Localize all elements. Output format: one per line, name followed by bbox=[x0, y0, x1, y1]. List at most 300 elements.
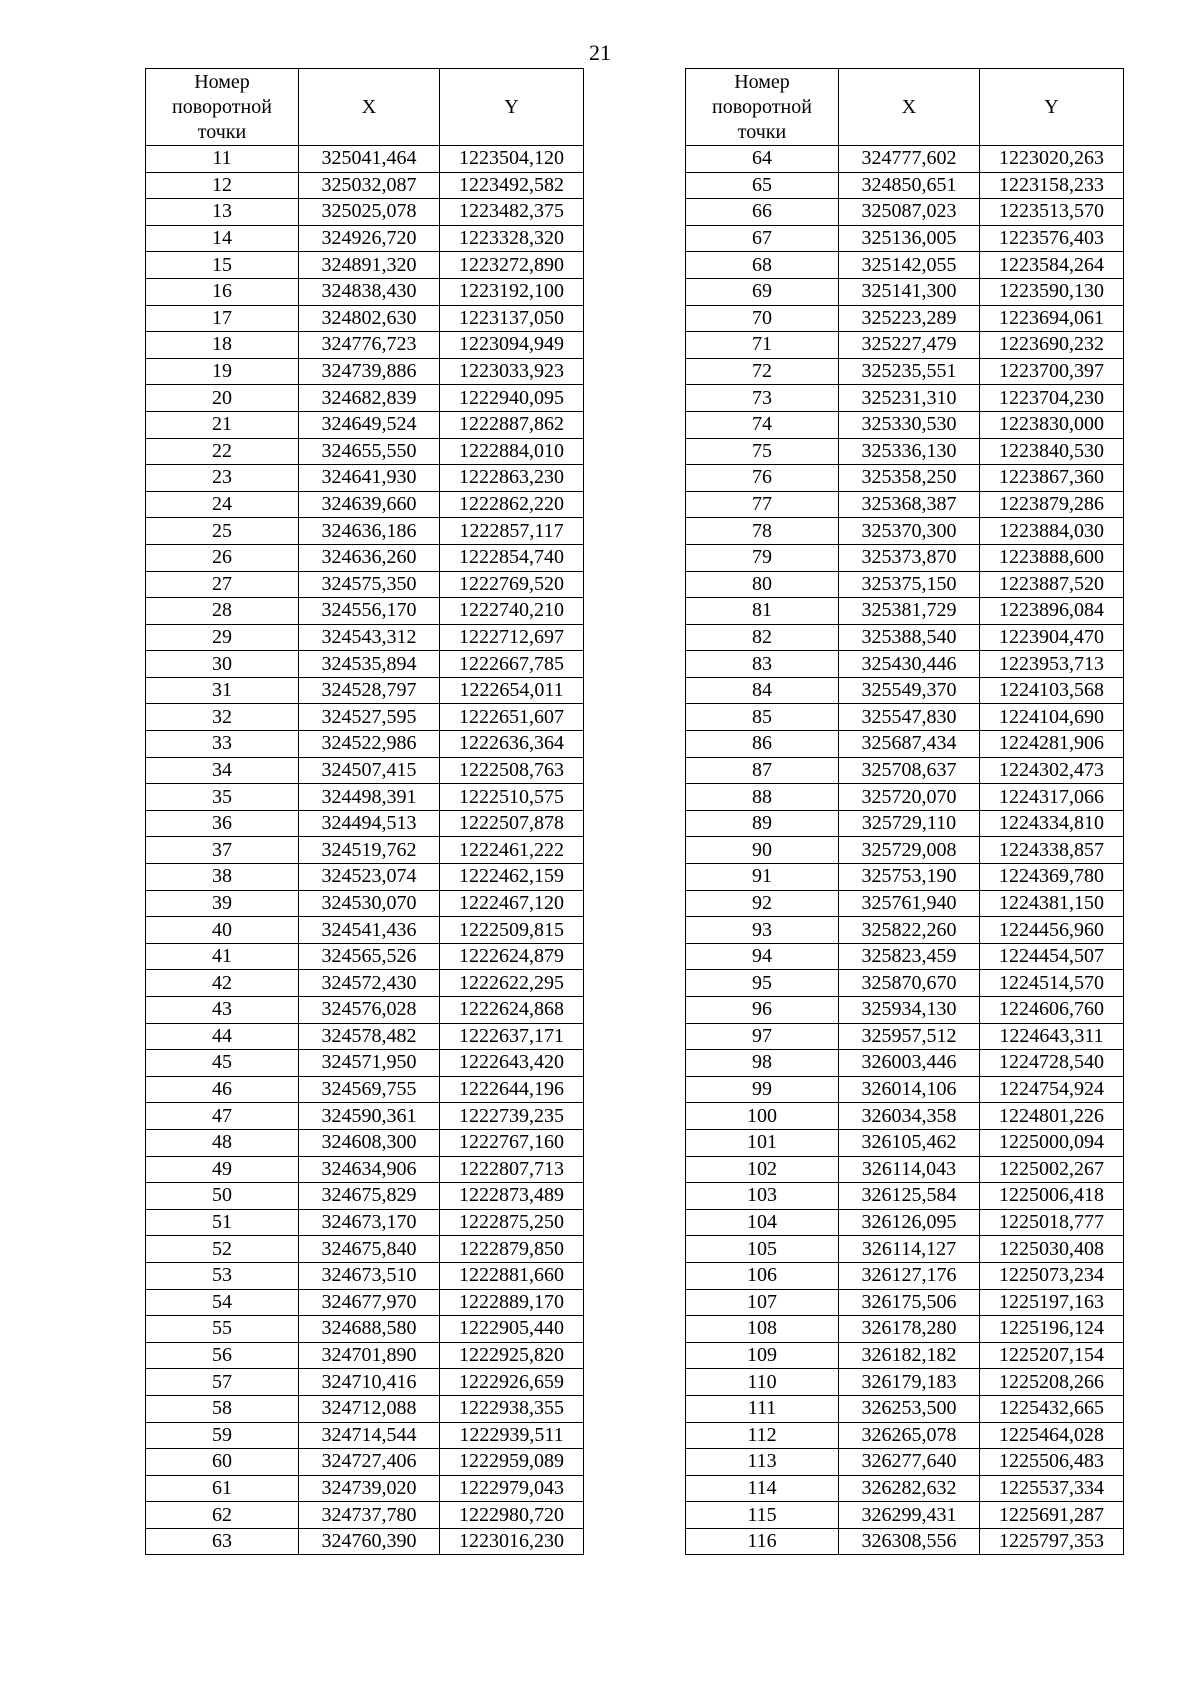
cell-x: 325231,310 bbox=[839, 385, 980, 412]
table-row bbox=[146, 704, 584, 731]
cell-point-number: 98 bbox=[686, 1050, 839, 1077]
cell-y: 1223513,570 bbox=[980, 199, 1124, 226]
cell-y: 1225197,163 bbox=[980, 1289, 1124, 1316]
cell-x: 324556,170 bbox=[299, 598, 440, 625]
cell-y: 1222884,010 bbox=[440, 438, 584, 465]
cell-x: 326308,556 bbox=[839, 1528, 980, 1555]
cell-y: 1223033,923 bbox=[440, 358, 584, 385]
cell-y: 1223158,233 bbox=[980, 172, 1124, 199]
cell-y: 1222507,878 bbox=[440, 810, 584, 837]
cell-x: 324776,723 bbox=[299, 332, 440, 359]
cell-point-number: 12 bbox=[146, 172, 299, 199]
table-row bbox=[146, 624, 584, 651]
cell-y: 1224514,570 bbox=[980, 970, 1124, 997]
cell-x: 325141,300 bbox=[839, 278, 980, 305]
cell-point-number: 39 bbox=[146, 890, 299, 917]
table-row bbox=[686, 677, 1124, 704]
cell-point-number: 65 bbox=[686, 172, 839, 199]
cell-x: 326299,431 bbox=[839, 1502, 980, 1529]
cell-x: 324739,020 bbox=[299, 1475, 440, 1502]
cell-x: 325822,260 bbox=[839, 917, 980, 944]
table-row bbox=[146, 1395, 584, 1422]
cell-x: 324682,839 bbox=[299, 385, 440, 412]
header-point-number: Номер поворотной точки bbox=[686, 69, 839, 146]
cell-y: 1222926,659 bbox=[440, 1369, 584, 1396]
cell-x: 325430,446 bbox=[839, 651, 980, 678]
cell-x: 324760,390 bbox=[299, 1528, 440, 1555]
cell-x: 325708,637 bbox=[839, 757, 980, 784]
table-row bbox=[146, 1422, 584, 1449]
cell-y: 1222857,117 bbox=[440, 518, 584, 545]
cell-point-number: 59 bbox=[146, 1422, 299, 1449]
table-row bbox=[146, 1316, 584, 1343]
cell-y: 1222637,171 bbox=[440, 1023, 584, 1050]
table-row bbox=[686, 1129, 1124, 1156]
cell-x: 325729,110 bbox=[839, 810, 980, 837]
cell-point-number: 69 bbox=[686, 278, 839, 305]
cell-y: 1222875,250 bbox=[440, 1209, 584, 1236]
cell-x: 324777,602 bbox=[839, 146, 980, 173]
cell-point-number: 75 bbox=[686, 438, 839, 465]
table-row bbox=[686, 1289, 1124, 1316]
cell-x: 325032,087 bbox=[299, 172, 440, 199]
cell-x: 324714,544 bbox=[299, 1422, 440, 1449]
cell-y: 1223879,286 bbox=[980, 491, 1124, 518]
cell-x: 325330,530 bbox=[839, 411, 980, 438]
cell-x: 324673,170 bbox=[299, 1209, 440, 1236]
cell-y: 1222644,196 bbox=[440, 1076, 584, 1103]
cell-point-number: 66 bbox=[686, 199, 839, 226]
cell-y: 1222462,159 bbox=[440, 864, 584, 891]
cell-y: 1222807,713 bbox=[440, 1156, 584, 1183]
table-row bbox=[686, 837, 1124, 864]
table-row bbox=[686, 731, 1124, 758]
table-row bbox=[686, 1076, 1124, 1103]
cell-y: 1223840,530 bbox=[980, 438, 1124, 465]
cell-x: 324850,651 bbox=[839, 172, 980, 199]
cell-y: 1224317,066 bbox=[980, 784, 1124, 811]
cell-y: 1223504,120 bbox=[440, 146, 584, 173]
table-row bbox=[146, 943, 584, 970]
table-row bbox=[146, 731, 584, 758]
cell-x: 326127,176 bbox=[839, 1262, 980, 1289]
cell-point-number: 25 bbox=[146, 518, 299, 545]
cell-x: 326282,632 bbox=[839, 1475, 980, 1502]
cell-x: 324688,580 bbox=[299, 1316, 440, 1343]
cell-x: 324528,797 bbox=[299, 677, 440, 704]
cell-point-number: 70 bbox=[686, 305, 839, 332]
table-row bbox=[146, 411, 584, 438]
cell-y: 1223887,520 bbox=[980, 571, 1124, 598]
table-row bbox=[146, 1209, 584, 1236]
table-row bbox=[146, 332, 584, 359]
cell-point-number: 107 bbox=[686, 1289, 839, 1316]
cell-x: 324543,312 bbox=[299, 624, 440, 651]
cell-point-number: 16 bbox=[146, 278, 299, 305]
table-row bbox=[146, 784, 584, 811]
cell-point-number: 109 bbox=[686, 1342, 839, 1369]
cell-point-number: 81 bbox=[686, 598, 839, 625]
header-x: X bbox=[299, 69, 440, 146]
table-row bbox=[686, 1156, 1124, 1183]
cell-point-number: 62 bbox=[146, 1502, 299, 1529]
table-row bbox=[146, 970, 584, 997]
table-row bbox=[686, 757, 1124, 784]
cell-point-number: 87 bbox=[686, 757, 839, 784]
table-row bbox=[686, 385, 1124, 412]
table-body-right bbox=[686, 146, 1124, 1555]
cell-y: 1225073,234 bbox=[980, 1262, 1124, 1289]
cell-y: 1222667,785 bbox=[440, 651, 584, 678]
cell-point-number: 33 bbox=[146, 731, 299, 758]
table-row bbox=[686, 1502, 1124, 1529]
table-row bbox=[146, 465, 584, 492]
cell-point-number: 11 bbox=[146, 146, 299, 173]
table-row bbox=[146, 571, 584, 598]
cell-point-number: 89 bbox=[686, 810, 839, 837]
table-row bbox=[686, 278, 1124, 305]
cell-point-number: 31 bbox=[146, 677, 299, 704]
cell-x: 325370,300 bbox=[839, 518, 980, 545]
cell-x: 325358,250 bbox=[839, 465, 980, 492]
cell-x: 324675,829 bbox=[299, 1183, 440, 1210]
cell-point-number: 111 bbox=[686, 1395, 839, 1422]
cell-point-number: 23 bbox=[146, 465, 299, 492]
cell-x: 325041,464 bbox=[299, 146, 440, 173]
table-row bbox=[686, 943, 1124, 970]
table-row bbox=[146, 1369, 584, 1396]
cell-y: 1222510,575 bbox=[440, 784, 584, 811]
cell-point-number: 67 bbox=[686, 225, 839, 252]
cell-y: 1224381,150 bbox=[980, 890, 1124, 917]
cell-point-number: 40 bbox=[146, 917, 299, 944]
cell-x: 324527,595 bbox=[299, 704, 440, 731]
cell-y: 1222925,820 bbox=[440, 1342, 584, 1369]
cell-point-number: 71 bbox=[686, 332, 839, 359]
cell-point-number: 14 bbox=[146, 225, 299, 252]
cell-point-number: 58 bbox=[146, 1395, 299, 1422]
cell-x: 325373,870 bbox=[839, 544, 980, 571]
cell-x: 326182,182 bbox=[839, 1342, 980, 1369]
cell-point-number: 88 bbox=[686, 784, 839, 811]
cell-x: 324523,074 bbox=[299, 864, 440, 891]
table-row bbox=[146, 810, 584, 837]
cell-x: 325368,387 bbox=[839, 491, 980, 518]
table-row bbox=[146, 1262, 584, 1289]
table-row bbox=[686, 1183, 1124, 1210]
cell-x: 325336,130 bbox=[839, 438, 980, 465]
cell-point-number: 95 bbox=[686, 970, 839, 997]
table-row bbox=[686, 1316, 1124, 1343]
cell-y: 1224454,507 bbox=[980, 943, 1124, 970]
cell-y: 1223896,084 bbox=[980, 598, 1124, 625]
table-row bbox=[146, 278, 584, 305]
table-body-left bbox=[146, 146, 584, 1555]
cell-point-number: 85 bbox=[686, 704, 839, 731]
table-row bbox=[146, 1023, 584, 1050]
cell-y: 1222767,160 bbox=[440, 1129, 584, 1156]
cell-y: 1223694,061 bbox=[980, 305, 1124, 332]
table-row bbox=[686, 1422, 1124, 1449]
cell-point-number: 100 bbox=[686, 1103, 839, 1130]
cell-point-number: 36 bbox=[146, 810, 299, 837]
table-row bbox=[686, 1369, 1124, 1396]
cell-x: 324926,720 bbox=[299, 225, 440, 252]
header-y: Y bbox=[980, 69, 1124, 146]
cell-point-number: 48 bbox=[146, 1129, 299, 1156]
cell-y: 1222651,607 bbox=[440, 704, 584, 731]
table-row bbox=[686, 1023, 1124, 1050]
cell-point-number: 27 bbox=[146, 571, 299, 598]
table-row bbox=[146, 1475, 584, 1502]
cell-x: 326114,043 bbox=[839, 1156, 980, 1183]
table-row bbox=[686, 704, 1124, 731]
cell-point-number: 34 bbox=[146, 757, 299, 784]
cell-point-number: 94 bbox=[686, 943, 839, 970]
cell-point-number: 60 bbox=[146, 1449, 299, 1476]
cell-y: 1223016,230 bbox=[440, 1528, 584, 1555]
table-row bbox=[686, 970, 1124, 997]
cell-x: 324701,890 bbox=[299, 1342, 440, 1369]
cell-point-number: 97 bbox=[686, 1023, 839, 1050]
cell-point-number: 103 bbox=[686, 1183, 839, 1210]
cell-point-number: 99 bbox=[686, 1076, 839, 1103]
cell-y: 1223904,470 bbox=[980, 624, 1124, 651]
cell-x: 326179,183 bbox=[839, 1369, 980, 1396]
cell-point-number: 41 bbox=[146, 943, 299, 970]
cell-point-number: 116 bbox=[686, 1528, 839, 1555]
cell-x: 324675,840 bbox=[299, 1236, 440, 1263]
cell-point-number: 29 bbox=[146, 624, 299, 651]
table-row bbox=[146, 172, 584, 199]
cell-x: 326126,095 bbox=[839, 1209, 980, 1236]
table-row bbox=[686, 172, 1124, 199]
cell-x: 324507,415 bbox=[299, 757, 440, 784]
cell-y: 1222905,440 bbox=[440, 1316, 584, 1343]
cell-x: 324608,300 bbox=[299, 1129, 440, 1156]
cell-x: 326125,584 bbox=[839, 1183, 980, 1210]
cell-point-number: 72 bbox=[686, 358, 839, 385]
cell-y: 1225464,028 bbox=[980, 1422, 1124, 1449]
cell-point-number: 21 bbox=[146, 411, 299, 438]
cell-point-number: 78 bbox=[686, 518, 839, 545]
cell-x: 324712,088 bbox=[299, 1395, 440, 1422]
table-row bbox=[146, 917, 584, 944]
cell-y: 1224456,960 bbox=[980, 917, 1124, 944]
cell-y: 1222509,815 bbox=[440, 917, 584, 944]
cell-point-number: 63 bbox=[146, 1528, 299, 1555]
cell-y: 1224338,857 bbox=[980, 837, 1124, 864]
cell-x: 324519,762 bbox=[299, 837, 440, 864]
cell-x: 324710,416 bbox=[299, 1369, 440, 1396]
cell-point-number: 105 bbox=[686, 1236, 839, 1263]
cell-y: 1223888,600 bbox=[980, 544, 1124, 571]
cell-x: 324575,350 bbox=[299, 571, 440, 598]
cell-y: 1222739,235 bbox=[440, 1103, 584, 1130]
cell-x: 324590,361 bbox=[299, 1103, 440, 1130]
cell-y: 1225006,418 bbox=[980, 1183, 1124, 1210]
cell-x: 324634,906 bbox=[299, 1156, 440, 1183]
cell-y: 1225691,287 bbox=[980, 1502, 1124, 1529]
table-row bbox=[146, 1236, 584, 1263]
cell-x: 325235,551 bbox=[839, 358, 980, 385]
header-y: Y bbox=[440, 69, 584, 146]
cell-y: 1223704,230 bbox=[980, 385, 1124, 412]
cell-y: 1222979,043 bbox=[440, 1475, 584, 1502]
cell-y: 1225208,266 bbox=[980, 1369, 1124, 1396]
cell-y: 1223830,000 bbox=[980, 411, 1124, 438]
cell-point-number: 93 bbox=[686, 917, 839, 944]
cell-y: 1224302,473 bbox=[980, 757, 1124, 784]
cell-point-number: 57 bbox=[146, 1369, 299, 1396]
cell-point-number: 32 bbox=[146, 704, 299, 731]
cell-y: 1223867,360 bbox=[980, 465, 1124, 492]
cell-y: 1222881,660 bbox=[440, 1262, 584, 1289]
cell-x: 325823,459 bbox=[839, 943, 980, 970]
cell-x: 324535,894 bbox=[299, 651, 440, 678]
table-row bbox=[146, 757, 584, 784]
cell-y: 1222643,420 bbox=[440, 1050, 584, 1077]
cell-x: 325547,830 bbox=[839, 704, 980, 731]
table-row bbox=[686, 332, 1124, 359]
cell-point-number: 51 bbox=[146, 1209, 299, 1236]
cell-x: 324569,755 bbox=[299, 1076, 440, 1103]
cell-x: 324838,430 bbox=[299, 278, 440, 305]
cell-y: 1222862,220 bbox=[440, 491, 584, 518]
table-row bbox=[146, 225, 584, 252]
cell-y: 1223137,050 bbox=[440, 305, 584, 332]
cell-x: 324565,526 bbox=[299, 943, 440, 970]
cell-x: 325957,512 bbox=[839, 1023, 980, 1050]
table-row bbox=[686, 784, 1124, 811]
cell-y: 1223584,264 bbox=[980, 252, 1124, 279]
cell-x: 326178,280 bbox=[839, 1316, 980, 1343]
cell-point-number: 110 bbox=[686, 1369, 839, 1396]
table-row bbox=[146, 1076, 584, 1103]
table-row bbox=[686, 571, 1124, 598]
cell-x: 325549,370 bbox=[839, 677, 980, 704]
cell-point-number: 45 bbox=[146, 1050, 299, 1077]
table-header-row bbox=[146, 69, 584, 146]
table-row bbox=[686, 465, 1124, 492]
coordinates-table-right bbox=[685, 68, 1124, 1555]
cell-y: 1222467,120 bbox=[440, 890, 584, 917]
cell-y: 1224281,906 bbox=[980, 731, 1124, 758]
cell-point-number: 15 bbox=[146, 252, 299, 279]
cell-point-number: 22 bbox=[146, 438, 299, 465]
table-row bbox=[146, 358, 584, 385]
cell-x: 324572,430 bbox=[299, 970, 440, 997]
cell-x: 325870,670 bbox=[839, 970, 980, 997]
cell-y: 1223590,130 bbox=[980, 278, 1124, 305]
table-row bbox=[686, 890, 1124, 917]
table-row bbox=[686, 1103, 1124, 1130]
cell-x: 324739,886 bbox=[299, 358, 440, 385]
cell-x: 325729,008 bbox=[839, 837, 980, 864]
table-row bbox=[146, 598, 584, 625]
cell-y: 1224334,810 bbox=[980, 810, 1124, 837]
cell-y: 1222939,511 bbox=[440, 1422, 584, 1449]
table-row bbox=[146, 1050, 584, 1077]
cell-y: 1222938,355 bbox=[440, 1395, 584, 1422]
cell-point-number: 82 bbox=[686, 624, 839, 651]
cell-point-number: 101 bbox=[686, 1129, 839, 1156]
table-row bbox=[686, 1342, 1124, 1369]
cell-y: 1223192,100 bbox=[440, 278, 584, 305]
table-row bbox=[686, 491, 1124, 518]
cell-point-number: 76 bbox=[686, 465, 839, 492]
cell-point-number: 73 bbox=[686, 385, 839, 412]
table-row bbox=[686, 864, 1124, 891]
cell-y: 1222959,089 bbox=[440, 1449, 584, 1476]
cell-x: 324677,970 bbox=[299, 1289, 440, 1316]
table-row bbox=[686, 651, 1124, 678]
cell-point-number: 19 bbox=[146, 358, 299, 385]
table-row bbox=[146, 837, 584, 864]
cell-x: 324673,510 bbox=[299, 1262, 440, 1289]
cell-point-number: 53 bbox=[146, 1262, 299, 1289]
table-row bbox=[686, 1449, 1124, 1476]
cell-y: 1222636,364 bbox=[440, 731, 584, 758]
table-row bbox=[146, 518, 584, 545]
cell-y: 1222873,489 bbox=[440, 1183, 584, 1210]
cell-x: 324494,513 bbox=[299, 810, 440, 837]
cell-y: 1222624,868 bbox=[440, 997, 584, 1024]
table-row bbox=[686, 544, 1124, 571]
cell-x: 324649,524 bbox=[299, 411, 440, 438]
table-row bbox=[146, 1156, 584, 1183]
cell-point-number: 74 bbox=[686, 411, 839, 438]
cell-point-number: 38 bbox=[146, 864, 299, 891]
cell-x: 324636,260 bbox=[299, 544, 440, 571]
table-row bbox=[146, 252, 584, 279]
cell-x: 325381,729 bbox=[839, 598, 980, 625]
cell-point-number: 43 bbox=[146, 997, 299, 1024]
table-row bbox=[146, 1289, 584, 1316]
cell-y: 1225432,665 bbox=[980, 1395, 1124, 1422]
cell-x: 325223,289 bbox=[839, 305, 980, 332]
cell-point-number: 102 bbox=[686, 1156, 839, 1183]
cell-point-number: 24 bbox=[146, 491, 299, 518]
cell-y: 1223953,713 bbox=[980, 651, 1124, 678]
table-row bbox=[146, 199, 584, 226]
cell-x: 325375,150 bbox=[839, 571, 980, 598]
table-row bbox=[146, 1129, 584, 1156]
table-row bbox=[146, 864, 584, 891]
cell-point-number: 50 bbox=[146, 1183, 299, 1210]
cell-x: 324727,406 bbox=[299, 1449, 440, 1476]
cell-y: 1225797,353 bbox=[980, 1528, 1124, 1555]
cell-y: 1224754,924 bbox=[980, 1076, 1124, 1103]
cell-x: 326014,106 bbox=[839, 1076, 980, 1103]
cell-x: 325087,023 bbox=[839, 199, 980, 226]
cell-x: 324522,986 bbox=[299, 731, 440, 758]
cell-y: 1225030,408 bbox=[980, 1236, 1124, 1263]
cell-y: 1222740,210 bbox=[440, 598, 584, 625]
cell-point-number: 56 bbox=[146, 1342, 299, 1369]
table-row bbox=[686, 438, 1124, 465]
table-row bbox=[686, 1475, 1124, 1502]
cell-y: 1225196,124 bbox=[980, 1316, 1124, 1343]
cell-x: 325388,540 bbox=[839, 624, 980, 651]
table-row bbox=[146, 651, 584, 678]
cell-point-number: 61 bbox=[146, 1475, 299, 1502]
page-number: 21 bbox=[589, 40, 611, 65]
table-row bbox=[686, 518, 1124, 545]
cell-y: 1222461,222 bbox=[440, 837, 584, 864]
cell-x: 324578,482 bbox=[299, 1023, 440, 1050]
cell-y: 1223094,949 bbox=[440, 332, 584, 359]
